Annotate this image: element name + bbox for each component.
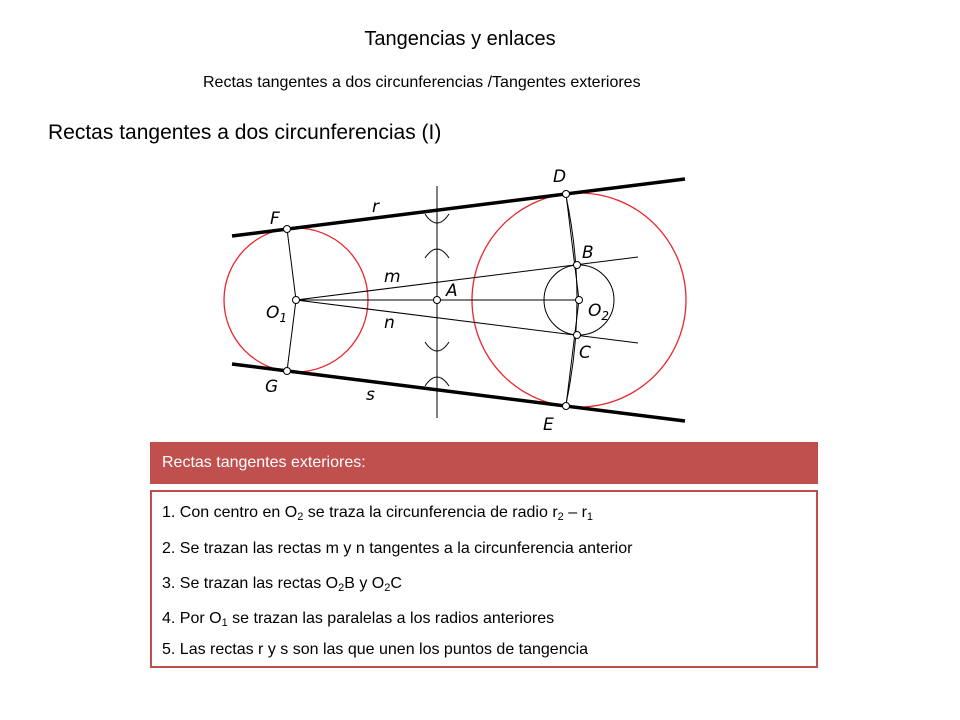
label-o1: $O_1$ xyxy=(266,303,288,325)
radius-o1-g xyxy=(287,300,296,371)
tangent-line-r xyxy=(232,179,685,236)
point-g xyxy=(284,368,291,375)
line-n xyxy=(296,300,638,343)
step-1: 1. Con centro en $O_2$ se traza la circunferencia de radio $r_2 - r_1$ xyxy=(162,504,594,523)
point-c xyxy=(574,332,581,339)
label-d: D xyxy=(553,167,567,187)
label-o2: $O_2$ xyxy=(588,301,610,323)
point-o2 xyxy=(576,297,583,304)
line-m xyxy=(296,257,638,300)
label-b: B xyxy=(582,243,594,263)
step-5: 5. Las rectas r y s son las que unen los puntos de tangencia xyxy=(162,641,589,658)
radius-o1-f xyxy=(287,229,296,300)
tangent-line-s xyxy=(232,364,685,421)
step-2: 2. Se trazan las rectas m y n tangentes a la circunferencia anterior xyxy=(162,540,633,557)
point-b xyxy=(574,262,581,269)
steps-header: Rectas tangentes exteriores: xyxy=(150,442,818,484)
point-d xyxy=(563,191,570,198)
point-a xyxy=(434,297,441,304)
section-heading: Rectas tangentes a dos circunferencias (I) xyxy=(48,121,442,144)
label-n: n xyxy=(384,313,395,333)
label-f: F xyxy=(270,209,280,229)
label-s: s xyxy=(366,385,375,405)
label-g: G xyxy=(265,377,279,397)
step-3: 3. Se trazan las rectas $O_2B$ y $O_2C$ xyxy=(162,575,402,594)
steps-box xyxy=(150,490,818,668)
page-title: Tangencias y enlaces xyxy=(364,28,556,50)
label-m: m xyxy=(384,267,401,287)
label-r: r xyxy=(372,197,379,217)
label-e: E xyxy=(543,415,554,435)
point-f xyxy=(284,226,291,233)
label-c: C xyxy=(579,343,591,363)
label-a: A xyxy=(446,281,458,301)
point-e xyxy=(563,403,570,410)
point-o1 xyxy=(293,297,300,304)
step-4: 4. Por $O_1$ se trazan las paralelas a los radios anteriores xyxy=(162,610,555,629)
subtitle: Rectas tangentes a dos circunferencias /Tangentes exteriores xyxy=(203,74,641,91)
